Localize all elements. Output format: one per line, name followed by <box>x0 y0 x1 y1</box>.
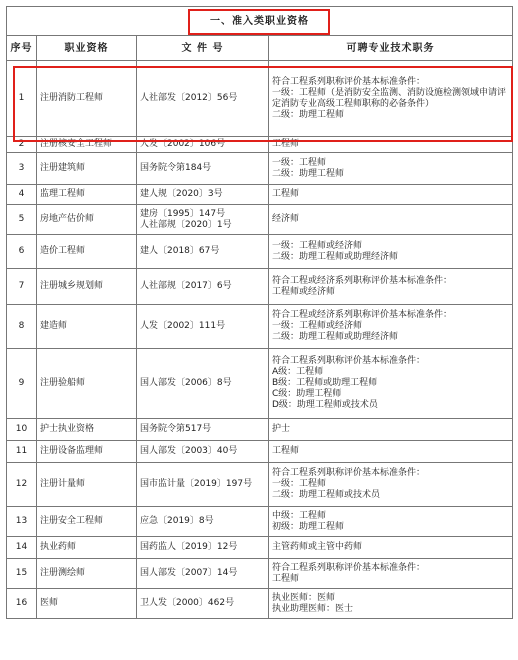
cell-qualification: 建造师 <box>37 305 137 349</box>
cell-duty: 符合工程系列职称评价基本标准条件： 一级：工程师 二级：助理工程师或技术员 <box>269 463 513 507</box>
table-row <box>7 205 513 235</box>
cell-qualification: 执业药师 <box>37 537 137 559</box>
cell-no: 9 <box>7 349 37 419</box>
header-document: 文 件 号 <box>137 36 269 61</box>
table-row <box>7 441 513 463</box>
cell-document: 国务院令第517号 <box>137 419 269 441</box>
table-header-row <box>7 36 513 61</box>
cell-duty: 符合工程或经济系列职称评价基本标准条件： 工程师或经济师 <box>269 269 513 305</box>
cell-qualification: 注册安全工程师 <box>37 507 137 537</box>
table-row <box>7 507 513 537</box>
cell-no: 10 <box>7 419 37 441</box>
cell-no: 8 <box>7 305 37 349</box>
cell-no: 12 <box>7 463 37 507</box>
cell-document: 人发〔2002〕111号 <box>137 305 269 349</box>
table-row <box>7 419 513 441</box>
header-duty: 可聘专业技术职务 <box>269 36 513 61</box>
table-row <box>7 305 513 349</box>
cell-document: 人发〔2002〕106号 <box>137 137 269 153</box>
cell-duty: 护士 <box>269 419 513 441</box>
cell-duty: 符合工程系列职称评价基本标准条件： 一级：工程师（是消防安全监测、消防设施检测领域申请评定消防专业高级工程师职称的必备条件） 二级：助理工程师 <box>269 61 513 137</box>
cell-duty: 符合工程系列职称评价基本标准条件： 工程师 <box>269 559 513 589</box>
cell-document: 国药监人〔2019〕12号 <box>137 537 269 559</box>
section-title-row <box>7 7 513 36</box>
cell-no: 6 <box>7 235 37 269</box>
table-row <box>7 589 513 619</box>
section-title: 一、准入类职业资格 <box>7 7 513 36</box>
cell-document: 国人部发〔2003〕40号 <box>137 441 269 463</box>
cell-qualification: 注册验船师 <box>37 349 137 419</box>
qualification-table <box>6 6 513 619</box>
cell-no: 16 <box>7 589 37 619</box>
cell-document: 卫人发〔2000〕462号 <box>137 589 269 619</box>
cell-qualification: 房地产估价师 <box>37 205 137 235</box>
cell-document: 建人〔2018〕67号 <box>137 235 269 269</box>
table-row <box>7 153 513 185</box>
cell-document: 建房〔1995〕147号 人社部规〔2020〕1号 <box>137 205 269 235</box>
table-row <box>7 137 513 153</box>
cell-duty: 工程师 <box>269 441 513 463</box>
cell-qualification: 注册核安全工程师 <box>37 137 137 153</box>
header-no: 序号 <box>7 36 37 61</box>
cell-qualification: 监理工程师 <box>37 185 137 205</box>
cell-qualification: 注册设备监理师 <box>37 441 137 463</box>
table-row <box>7 185 513 205</box>
cell-qualification: 注册计量师 <box>37 463 137 507</box>
cell-qualification: 注册建筑师 <box>37 153 137 185</box>
table-row <box>7 537 513 559</box>
cell-no: 4 <box>7 185 37 205</box>
header-qualification: 职业资格 <box>37 36 137 61</box>
cell-no: 14 <box>7 537 37 559</box>
cell-qualification: 造价工程师 <box>37 235 137 269</box>
cell-document: 国人部发〔2006〕8号 <box>137 349 269 419</box>
cell-qualification: 注册城乡规划师 <box>37 269 137 305</box>
cell-duty: 主管药师或主管中药师 <box>269 537 513 559</box>
cell-duty: 符合工程或经济系列职称评价基本标准条件： 一级：工程师或经济师 二级：助理工程师或助理经济师 <box>269 305 513 349</box>
table-row <box>7 269 513 305</box>
cell-duty: 工程师 <box>269 137 513 153</box>
cell-no: 7 <box>7 269 37 305</box>
cell-no: 15 <box>7 559 37 589</box>
table-row <box>7 559 513 589</box>
cell-no: 2 <box>7 137 37 153</box>
cell-duty: 执业医师：医师 执业助理医师：医士 <box>269 589 513 619</box>
cell-duty: 经济师 <box>269 205 513 235</box>
cell-document: 国市监计量〔2019〕197号 <box>137 463 269 507</box>
cell-duty: 一级：工程师 二级：助理工程师 <box>269 153 513 185</box>
table-row <box>7 463 513 507</box>
cell-duty: 工程师 <box>269 185 513 205</box>
cell-document: 国务院令第184号 <box>137 153 269 185</box>
cell-no: 3 <box>7 153 37 185</box>
cell-qualification: 注册消防工程师 <box>37 61 137 137</box>
cell-document: 应急〔2019〕8号 <box>137 507 269 537</box>
cell-duty: 符合工程系列职称评价基本标准条件： A级：工程师 B级：工程师或助理工程师 C级：助理工程师 D级：助理工程师或技术员 <box>269 349 513 419</box>
cell-no: 13 <box>7 507 37 537</box>
cell-qualification: 护士执业资格 <box>37 419 137 441</box>
cell-duty: 一级：工程师或经济师 二级：助理工程师或助理经济师 <box>269 235 513 269</box>
cell-no: 1 <box>7 61 37 137</box>
cell-no: 5 <box>7 205 37 235</box>
cell-document: 国人部发〔2007〕14号 <box>137 559 269 589</box>
cell-document: 建人规〔2020〕3号 <box>137 185 269 205</box>
cell-qualification: 注册测绘师 <box>37 559 137 589</box>
cell-duty: 中级：工程师 初级：助理工程师 <box>269 507 513 537</box>
cell-document: 人社部发〔2012〕56号 <box>137 61 269 137</box>
cell-document: 人社部规〔2017〕6号 <box>137 269 269 305</box>
cell-no: 11 <box>7 441 37 463</box>
table-row <box>7 235 513 269</box>
table-row <box>7 349 513 419</box>
cell-qualification: 医师 <box>37 589 137 619</box>
table-row <box>7 61 513 137</box>
